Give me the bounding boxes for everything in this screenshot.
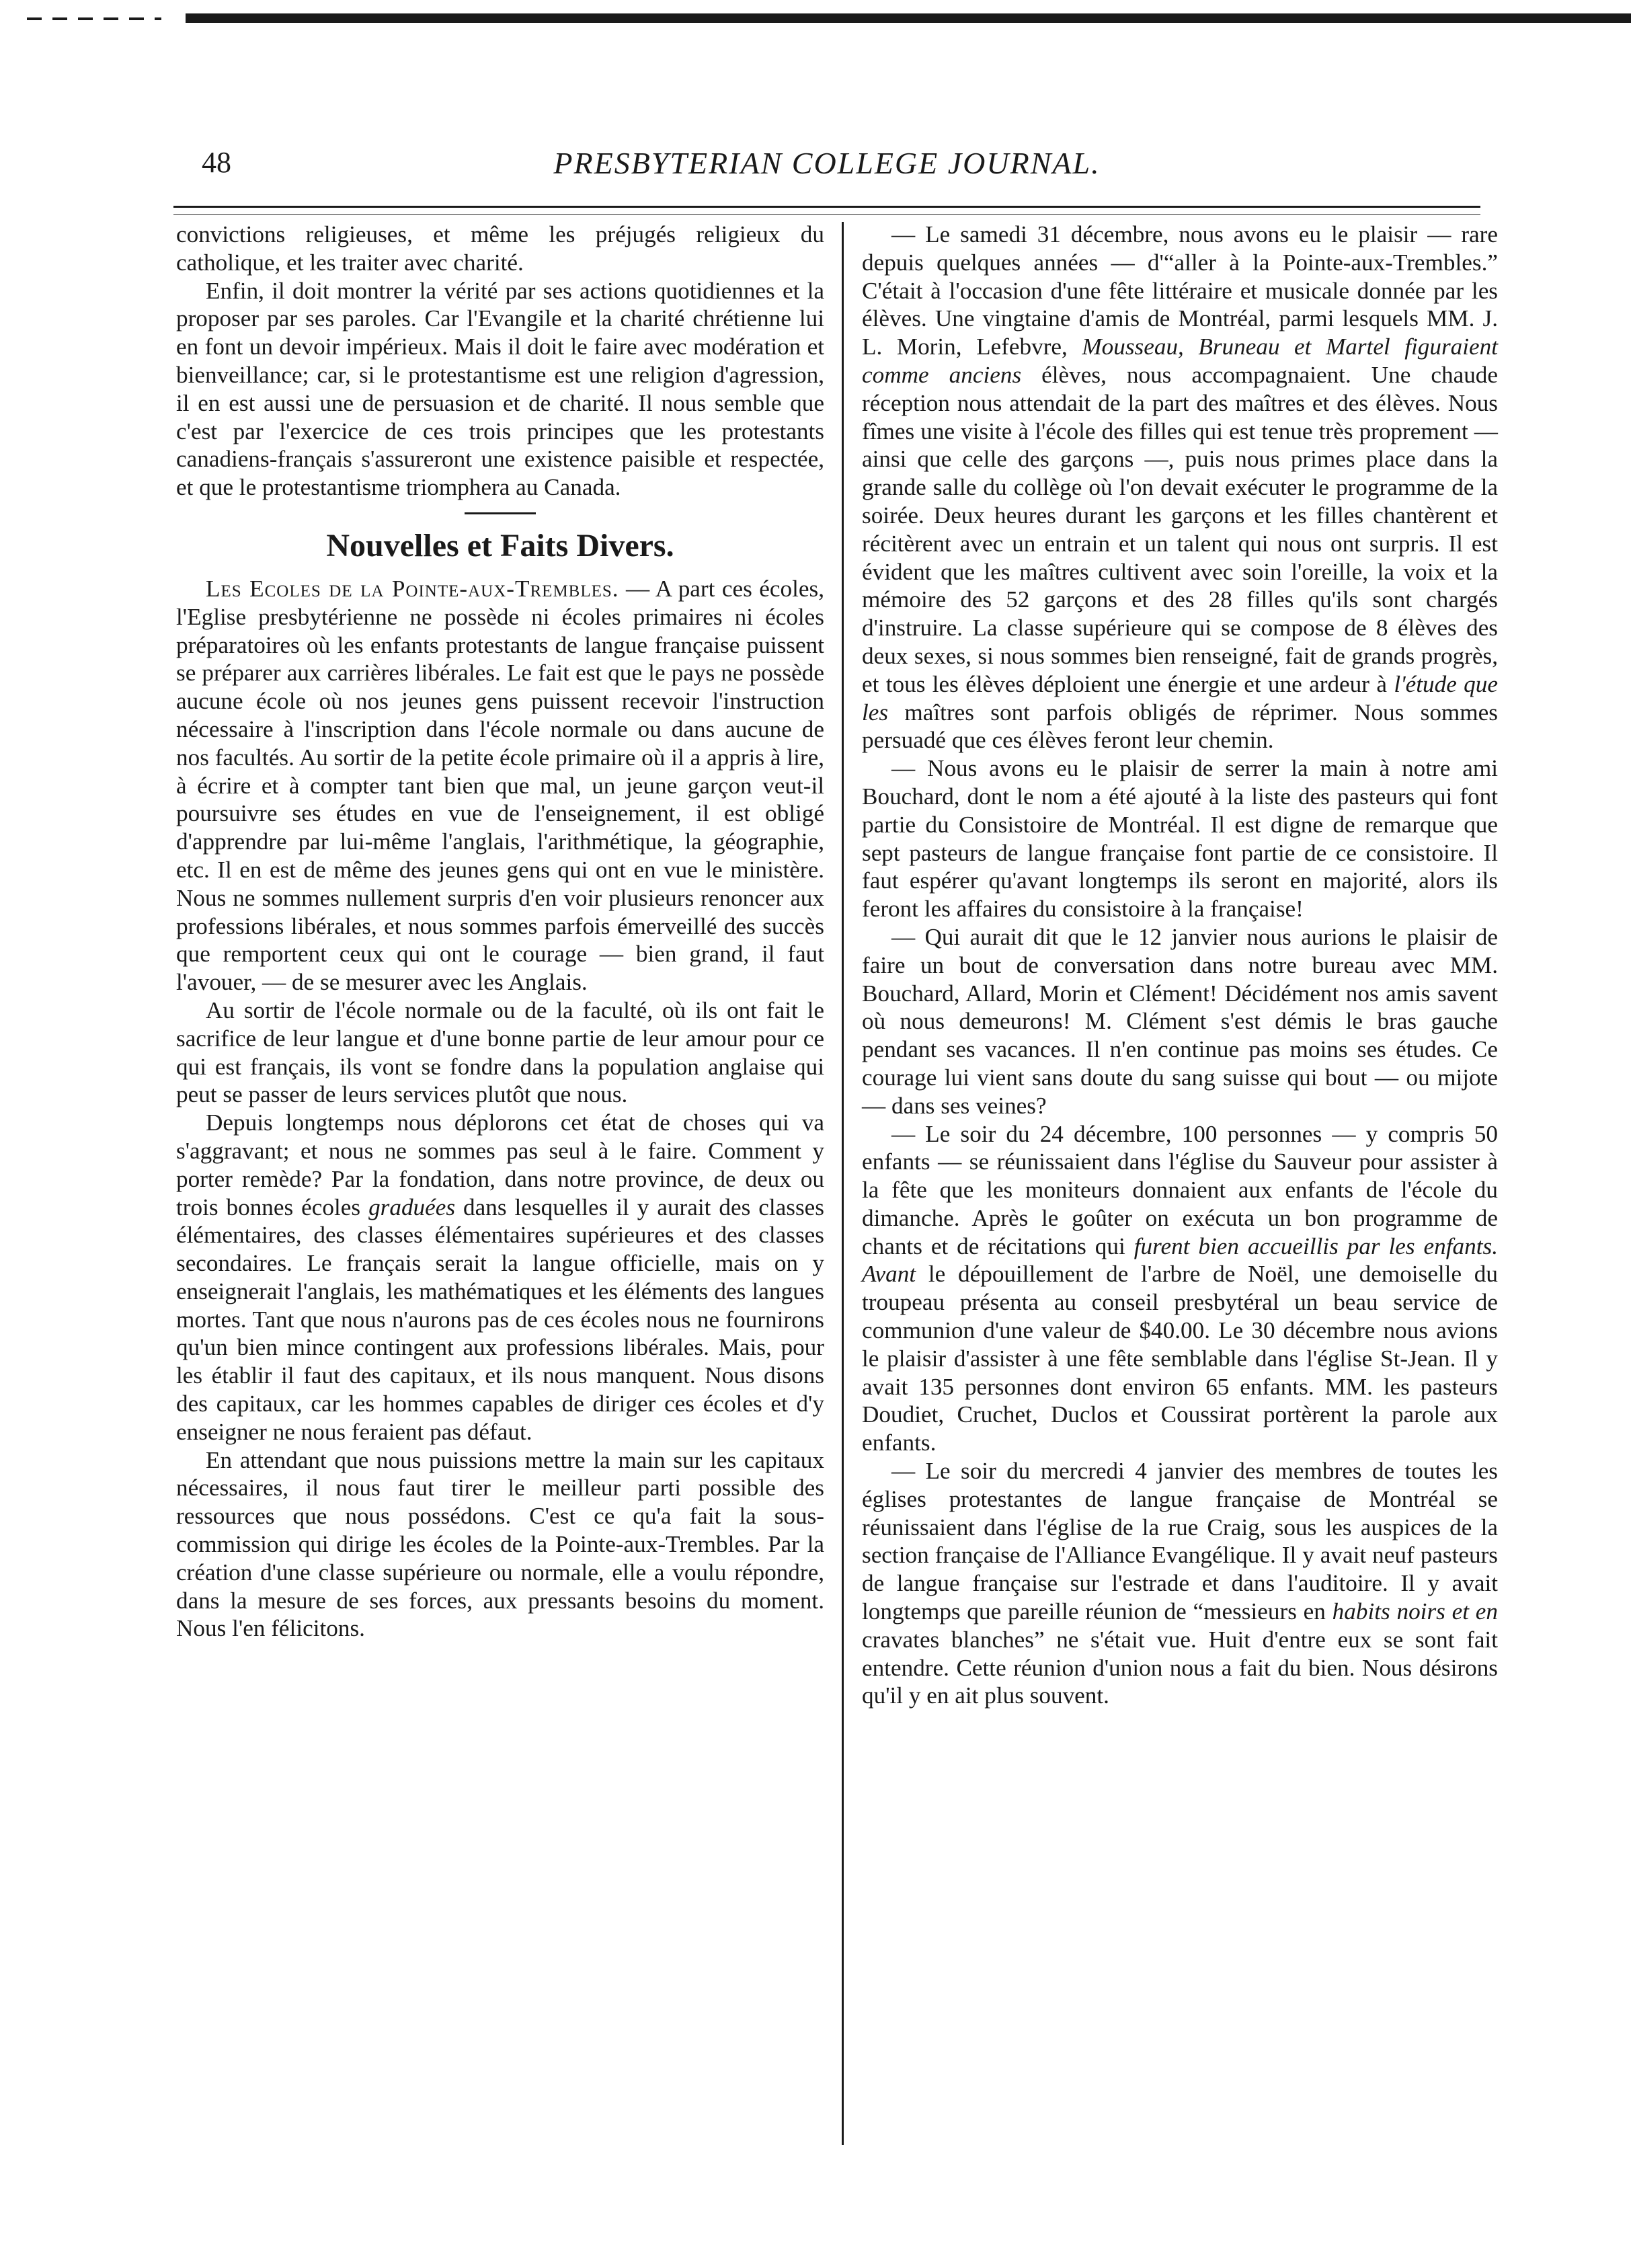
news-item: — Qui aurait dit que le 12 janvier nous aurions le plaisir de faire un bout de conversation dans notre bureau avec MM. Bouchard, Allard, Morin et Clément! Décidément nos amis savent où nous demeurons! M. Clément s'est démis le bras gauche pendant ses vacances. Il n'en continue pas moins ses études. Ce courage lui vient sans doute du sang suisse qui bout — ou mijote — dans ses veines? [862,923,1498,1119]
lead-text: — A part ces écoles, l'Eglise presbytérienne ne possède ni écoles primaires ni écoles préparatoires où les enfants protestants de langue française puissent se préparer aux carrières libérales. Le fait est que le pays ne possède aucune école où nos jeunes gens puissent recevoir l'instruction nécessaire à l'inscription dans l'école normale ou dans aucune de nos facultés. Au sortir de la petite école primaire où il a appris à lire, à écrire et à compter tant bien que mal, un jeune garçon veut-il poursuivre ses études en vue de l'enseignement, il est obligé d'apprendre par lui-même l'anglais, l'arithmétique, la géographie, etc. Il en est de même des jeunes gens qui ont en vue le ministère. Nous ne sommes nullement surpris d'en voir plusieurs renoncer aux professions libérales, et nous sommes parfois émerveillé des succès que remportent ceux qui ont le courage — bien grand, il faut l'avouer, — de se mesurer avec les Anglais. [176,575,824,996]
italic-run: Mousseau, Bruneau et Martel figuraient comme anciens [862,334,1499,388]
paragraph: Enfin, il doit montrer la vérité par ses actions quotidiennes et la proposer par ses paroles. Car l'Evangile et la charité chrétienne lui en font un devoir impérieux. Mais il doit le faire avec modération et bienveillance; car, si le protestantisme est une religion d'agression, il en est aussi une de persuasion et de charité. Il nous semble que c'est par l'exercice de ces trois principes que les protestants canadiens-français s'assureront une existence paisible et respectée, et que le protestantisme triomphera au Canada. [176,277,824,501]
paragraph: convictions religieuses, et même les préjugés religieux du catholique, et les traiter avec charité. [176,221,824,276]
page-number: 48 [202,146,231,179]
text-run: dans lesquelles il y aurait des classes élémentaires, des classes élémentaires supérieures et des classes secondaires. Le français serait la langue officielle, mais on y enseignerait l'anglais, les mathématiques et les éléments des langues mortes. Tant que nous n'aurons pas de ces écoles nous ne fournirons qu'un bien mince contingent aux professions libérales. Mais, pour les établir il faut des capitaux, et ils nous manquent. Nous disons des capitaux, car les hommes capables de diriger ces écoles et d'y enseigner ne nous feraient pas défaut. [176,1194,824,1445]
top-border-dashes [27,17,161,20]
text-run: maîtres sont parfois obligés de réprimer. Nous sommes persuadé que ces élèves feront leur chemin. [862,699,1498,754]
header-rule [173,206,1480,215]
news-item: — Nous avons eu le plaisir de serrer la main à notre ami Bouchard, dont le nom a été ajouté à la liste des pasteurs qui font partie du Consistoire de Montréal. Il est digne de remarque que sept pasteurs de langue française font partie de ce consistoire. Il faut espérer qu'avant longtemps ils seront en majorité, alors ils feront les affaires du consistoire à la française! [862,755,1498,923]
paragraph [176,1109,824,1446]
lead-paragraph [176,575,824,996]
text-run: cravates blanches” ne s'était vue. Huit d'entre eux se sont fait entendre. Cette réunion d'union nous a fait du bien. Nous désirons qu'il y en ait plus souvent. [862,1626,1498,1709]
italic-run: furent bien accueillis par les enfants. Avant [862,1233,1498,1288]
news-item [862,1120,1498,1458]
column-divider [842,222,844,2145]
lead-caption: Les Ecoles de la Pointe-aux-Trembles. [206,575,619,602]
section-heading: Nouvelles et Faits Divers. [326,527,674,563]
news-item [862,1457,1498,1710]
left-column [176,221,824,1643]
italic-run: graduées [368,1194,456,1220]
top-border-rule [0,7,1631,32]
italic-run: habits noirs et en [1332,1598,1498,1625]
running-title: PRESBYTERIAN COLLEGE JOURNAL. [553,146,1101,180]
text-run: Depuis longtemps nous déplorons cet état de choses qui va s'aggravant; et nous ne sommes pas seul à le faire. Comment y porter remède? Par la fondation, dans notre province, de deux ou trois bonnes écoles [176,1109,824,1220]
top-border-bar [186,13,1631,23]
news-item [862,221,1498,754]
text-run: le dépouillement de l'arbre de Noël, une demoiselle du troupeau présenta au conseil presbytéral un beau service de communion d'une valeur de $40.00. Le 30 décembre nous avions le plaisir d'assister à une fête semblable dans l'église St-Jean. Il y avait 135 personnes dont environ 65 enfants. MM. les pasteurs Doudiet, Cruchet, Duclos et Coussirat portèrent la parole aux enfants. [862,1261,1498,1456]
text-run: — Le soir du 24 décembre, 100 personnes — y compris 50 enfants — se réunissaient dans l'église du Sauveur pour assister à la fête que les moniteurs donnaient aux enfants de l'école du dimanche. Après le goûter on exécuta un bon programme de chants et de récitations qui [862,1120,1498,1259]
page-header [168,145,1486,192]
paragraph: Au sortir de l'école normale ou de la faculté, où ils ont fait le sacrifice de leur langue et d'une bonne partie de leur amour pour ce qui est français, ils vont se fondre dans la population anglaise qui peut se passer de leurs services plutôt que nous. [176,996,824,1108]
right-column [862,221,1498,1710]
italic-run: l'étude que les [862,670,1498,726]
text-run: élèves, nous accompagnaient. Une chaude réception nous attendait de la part des maîtres et des élèves. Nous fîmes une visite à l'école des filles qui est tenue très proprement — ainsi que celle des garçons —, puis nous primes place dans la grande salle du collège où l'on devait exécuter le programme de la soirée. Deux heures durant les garçons et les filles chantèrent et récitèrent avec un entrain et un talent qui nous ont surpris. Il est évident que les maîtres cultivent avec soin l'oreille, la voix et la mémoire des 52 garçons et des 28 filles qu'ils sont chargés d'instruire. La classe supérieure qui se compose de 8 élèves des deux sexes, si nous sommes bien renseigné, fait de grands progrès, et tous les élèves déploient une énergie et une ardeur à [862,361,1499,697]
text-run: — Le soir du mercredi 4 janvier des membres de toutes les églises protestantes de langue française de Montréal se réunissaient dans l'église de la rue Craig, sous les auspices de la section française de l'Alliance Evangélique. Il y avait neuf pasteurs de langue française sur l'estrade et dans l'auditoire. Il y avait longtemps que pareille réunion de “messieurs en [862,1458,1498,1625]
text-run: — Le samedi 31 décembre, nous avons eu le plaisir — rare depuis quelques années — d'“aller à la Pointe-aux-Trembles.” C'était à l'occasion d'une fête littéraire et musicale donnée par les élèves. Une vingtaine d'amis de Montréal, parmi lesquels MM. J. L. Morin, Lefebvre, [862,221,1498,360]
paragraph: En attendant que nous puissions mettre la main sur les capitaux nécessaires, il nous faut tirer le meilleur parti possible des ressources que nous possédons. C'est ce qu'a fait la sous-commission qui dirige les écoles de la Pointe-aux-Trembles. Par la création d'une classe supérieure ou normale, elle a voulu répondre, dans la mesure de ses forces, aux pressants besoins du moment. Nous l'en félicitons. [176,1446,824,1642]
section-separator [465,512,536,514]
